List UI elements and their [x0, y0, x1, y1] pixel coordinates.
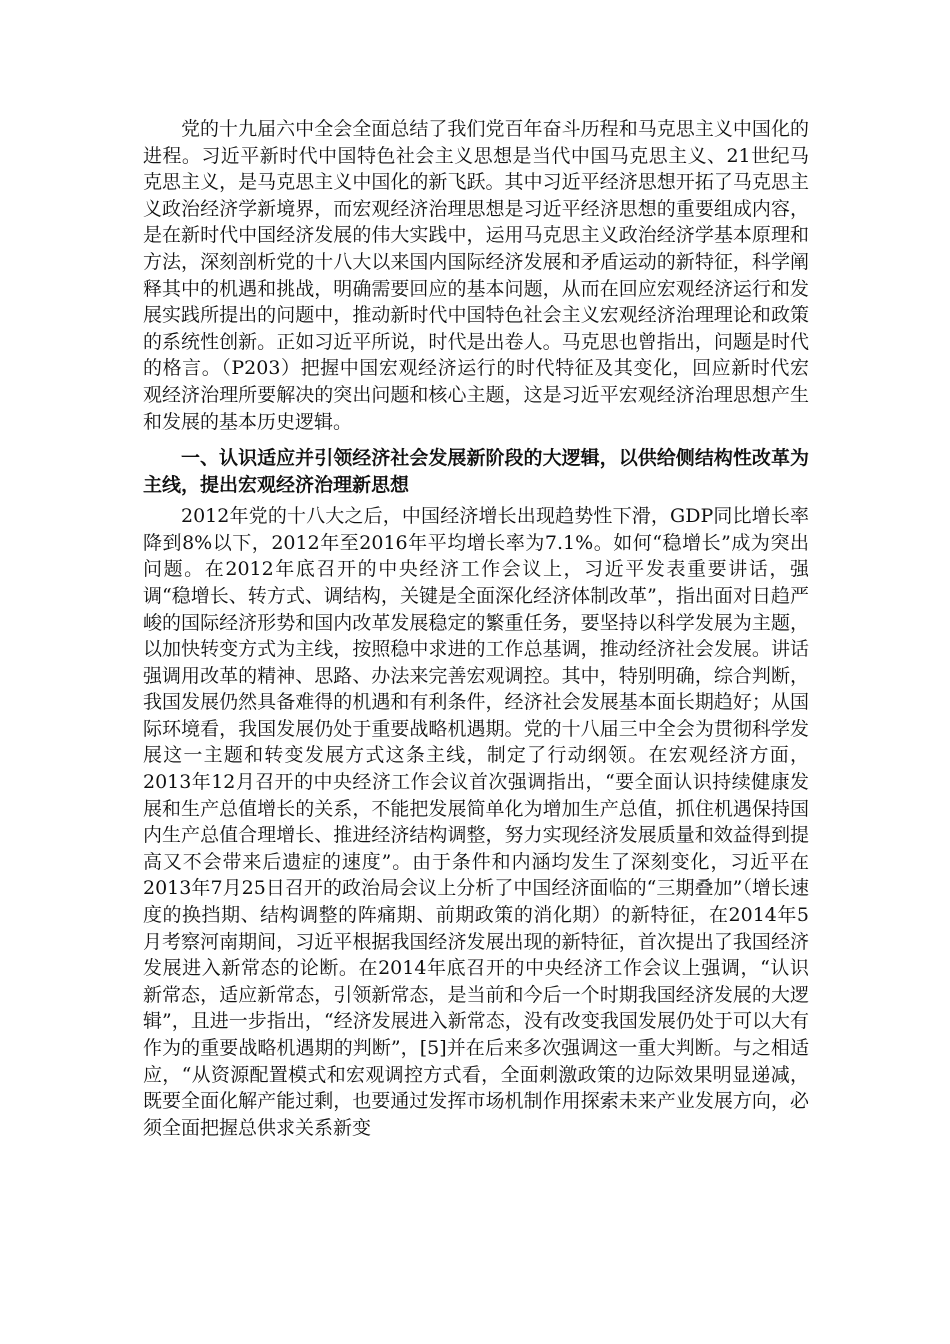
- document-page: [143, 116, 809, 1141]
- section-heading: 一、认识适应并引领经济社会发展新阶段的大逻辑，以供给侧结构性改革为主线，提出宏观经济治理新思想: [143, 447, 809, 497]
- intro-paragraph: 党的十九届六中全会全面总结了我们党百年奋斗历程和马克思主义中国化的进程。习近平新时代中国特色社会主义思想是当代中国马克思主义、21世纪马克思主义，是马克思主义中国化的新飞跃。其中习近平经济思想开拓了马克思主义政治经济学新境界，而宏观经济治理思想是习近平经济思想的重要组成内容，是在新时代中国经济发展的伟大实践中，运用马克思主义政治经济学基本原理和方法，深刻剖析党的十八大以来国内国际经济发展和矛盾运动的新特征，科学阐释其中的机遇和挑战，明确需要回应的基本问题，从而在回应宏观经济运行和发展实践所提出的问题中，推动新时代中国特色社会主义宏观经济治理理论和政策的系统性创新。正如习近平所说，时代是出卷人。马克思也曾指出，问题是时代的格言。（P203）把握中国宏观经济运行的时代特征及其变化，回应新时代宏观经济治理所要解决的突出问题和核心主题，这是习近平宏观经济治理思想产生和发展的基本历史逻辑。: [143, 118, 809, 433]
- body-paragraph: 2012年党的十八大之后，中国经济增长出现趋势性下滑，GDP同比增长率降到8%以下，2012年至2016年平均增长率为7.1%。如何“稳增长”成为突出问题。在2012年底召开的中央经济工作会议上，习近平发表重要讲话，强调“稳增长、转方式、调结构，关键是全面深化经济体制改革”，指出面对日趋严峻的国际经济形势和国内改革发展稳定的繁重任务，要坚持以科学发展为主题，以加快转变方式为主线，按照稳中求进的工作总基调，推动经济社会发展。讲话强调用改革的精神、思路、办法来完善宏观调控。其中，特别明确，综合判断，我国发展仍然具备难得的机遇和有利条件，经济社会发展基本面长期趋好；从国际环境看，我国发展仍处于重要战略机遇期。党的十八届三中全会为贯彻科学发展这一主题和转变发展方式这条主线，制定了行动纲领。在宏观经济方面，2013年12月召开的中央经济工作会议首次强调指出，“要全面认识持续健康发展和生产总值增长的关系，不能把发展简单化为增加生产总值，抓住机遇保持国内生产总值合理增长、推进经济结构调整，努力实现经济发展质量和效益得到提高又不会带来后遗症的速度”。由于条件和内涵均发生了深刻变化，习近平在2013年7月25日召开的政治局会议上分析了中国经济面临的“三期叠加”（增长速度的换挡期、结构调整的阵痛期、前期政策的消化期）的新特征，在2014年5月考察河南期间，习近平根据我国经济发展出现的新特征，首次提出了我国经济发展进入新常态的论断。在2014年底召开的中央经济工作会议上强调，“认识新常态，适应新常态，引领新常态，是当前和今后一个时期我国经济发展的大逻辑”，且进一步指出，“经济发展进入新常态，没有改变我国发展仍处于可以大有作为的重要战略机遇期的判断”，[5]并在后来多次强调这一重大判断。与之相适应，“从资源配置模式和宏观调控方式看，全面刺激政策的边际效果明显递减，既要全面化解产能过剩，也要通过发挥市场机制作用探索未来产业发展方向，必须全面把握总供求关系新变: [143, 505, 809, 1139]
